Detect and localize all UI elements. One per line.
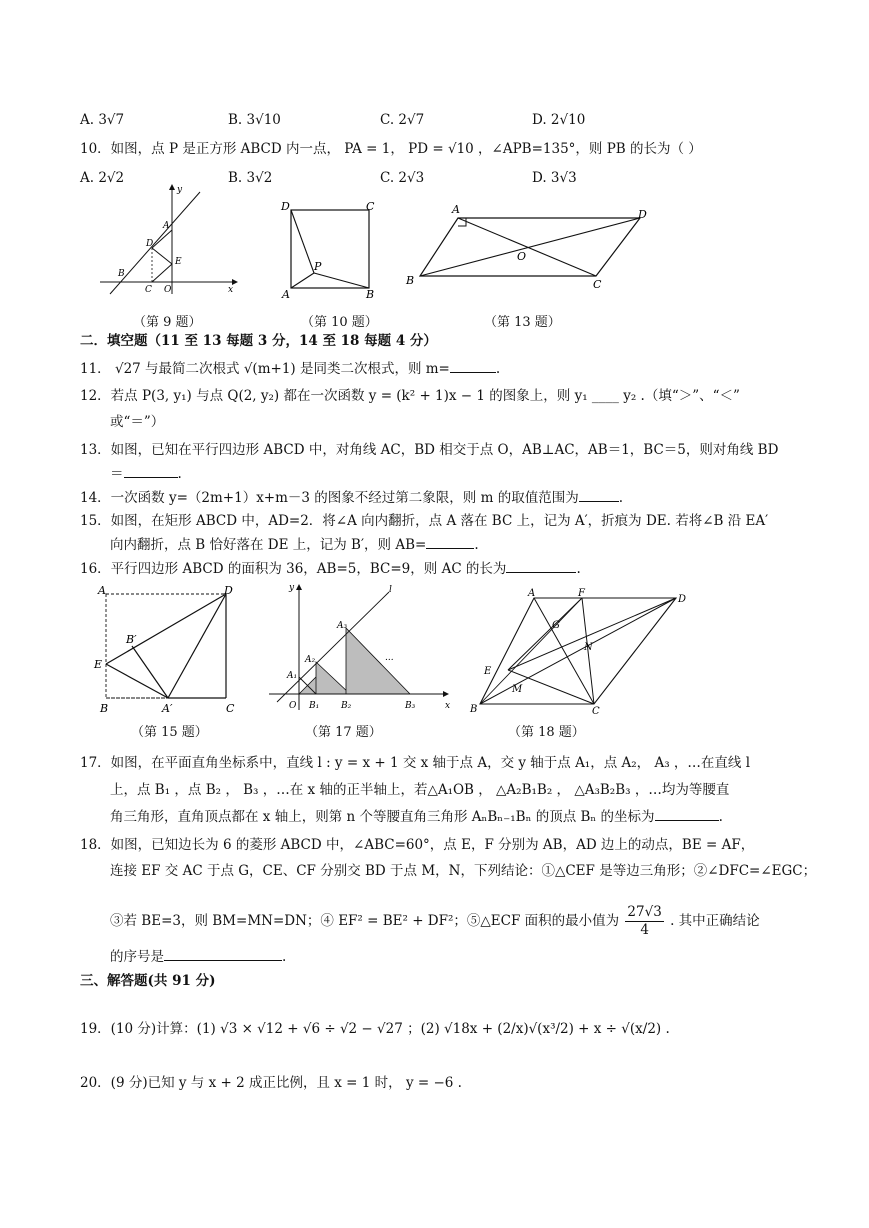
fig9-label-a: A xyxy=(163,221,170,231)
fig18-caption: （第 18 题） xyxy=(508,725,585,740)
fig15-label-d: D xyxy=(224,584,233,597)
q9-option-a: A. 3√7 xyxy=(80,112,125,128)
q14-blank[interactable] xyxy=(579,501,619,502)
fig13-label-o: O xyxy=(517,250,527,263)
fig15-label-e: E xyxy=(94,658,103,671)
fig15-caption: （第 15 题） xyxy=(131,725,208,740)
fig9-label-y: y xyxy=(177,185,183,195)
fig17-label-o: O xyxy=(289,701,297,711)
fig10-label-c: C xyxy=(366,200,375,213)
fig17-label-b2: B₂ xyxy=(341,701,352,711)
q17-stem: 角三角形，直角顶点都在 x 轴上，则第 n 个等腰直角三角形 AₙBₙ₋₁Bₙ 的顶点 Bₙ 的坐标为 xyxy=(110,809,655,825)
fig13-label-b: B xyxy=(406,274,415,287)
q15-stem: 向内翻折，点 B 恰好落在 DE 上，记为 B′，则 AB= xyxy=(110,537,427,553)
section-3-title: 三、解答题(共 91 分) xyxy=(80,973,216,989)
q18-stem: ③若 BE=3，则 BM=MN=DN；④ EF² = BE² + DF²；⑤△ECF 面积的最小值为 xyxy=(110,913,620,929)
figure-15 xyxy=(92,586,252,721)
fig9-caption: （第 9 题） xyxy=(133,315,202,330)
fig17-label-a1: A₁ xyxy=(287,671,298,681)
figure-9 xyxy=(100,182,240,302)
fig15-label-a-prime: A′ xyxy=(162,702,173,715)
q18-line4 xyxy=(110,948,286,966)
q20-text: 20．(9 分)已知 y 与 x + 2 成正比例，且 x = 1 时， y = −6 . xyxy=(80,1075,462,1091)
fig13-label-a: A xyxy=(452,203,460,216)
fig10-label-p: P xyxy=(314,260,322,273)
section-2-title: 二．填空题（11 至 13 每题 3 分，14 至 18 每题 4 分） xyxy=(80,333,437,349)
figure-13 xyxy=(400,198,660,298)
fig15-label-b-prime: B′ xyxy=(126,633,137,646)
fig10-label-a: A xyxy=(282,288,290,301)
q16-stem: 16．平行四边形 ABCD 的面积为 36，AB=5，BC=9，则 AC 的长为 xyxy=(80,561,507,577)
q13-blank[interactable] xyxy=(124,477,178,478)
fig18-label-g: G xyxy=(552,620,560,631)
q14-end: . xyxy=(618,490,623,506)
q18-fraction xyxy=(625,904,663,939)
q16-text xyxy=(80,560,581,578)
fig17-label-b1: B₁ xyxy=(309,701,320,711)
q10-option-c: C. 2√3 xyxy=(380,170,425,186)
fig15-label-c: C xyxy=(226,702,235,715)
fig18-label-e: E xyxy=(484,666,492,677)
q15-end: . xyxy=(474,537,479,553)
q9-option-d: D. 2√10 xyxy=(532,112,586,128)
fig17-label-a3: A₃ xyxy=(337,621,348,631)
fig18-label-f: F xyxy=(578,588,585,599)
q18-frac-num: 27√3 xyxy=(627,904,662,920)
q18-answer-label: 的序号是 xyxy=(110,949,164,965)
fig17-label-l: l xyxy=(389,585,392,595)
fig17-label-y: y xyxy=(289,583,295,593)
q18-line2: 连接 EF 交 AC 于点 G，CE、CF 分别交 BD 于点 M，N，下列结论：①△CEF 是等边三角形；②∠DFC=∠EGC； xyxy=(110,863,817,879)
q18-tail: . 其中正确结论 xyxy=(670,913,760,929)
q17-end: . xyxy=(718,809,723,825)
fig17-label-x: x xyxy=(445,701,451,711)
fig17-caption: （第 17 题） xyxy=(305,725,382,740)
figure-18 xyxy=(466,586,687,717)
fig17-label-dots: ... xyxy=(385,653,394,663)
q15-line1: 15．如图，在矩形 ABCD 中，AD=2．将∠A 向内翻折，点 A 落在 BC 上，记为 A′，折痕为 DE. 若将∠B 沿 EA′ xyxy=(80,513,769,529)
fig9-label-o: O xyxy=(164,285,172,295)
fig9-label-c: C xyxy=(145,285,152,295)
q18-line1: 18．如图，已知边长为 6 的菱形 ABCD 中，∠ABC=60°，点 E，F 分别为 AB，AD 边上的动点，BE = AF， xyxy=(80,837,755,853)
fig18-label-d: D xyxy=(678,594,687,605)
q18-frac-den: 4 xyxy=(640,922,649,938)
q11-blank[interactable] xyxy=(450,372,496,373)
q12-line1: 12．若点 P(3, y₁) 与点 Q(2, y₂) 都在一次函数 y = (k² + 1)x − 1 的图象上，则 y₁ ____ y₂ .（填“＞”、“＜” xyxy=(80,388,740,404)
fig17-label-a2: A₂ xyxy=(305,655,316,665)
q11-end: . xyxy=(495,361,501,377)
q10-text: 10．如图，点 P 是正方形 ABCD 内一点， PA = 1， PD = √10 ，∠APB=135°，则 PB 的长为（ ） xyxy=(80,141,702,157)
fig17-label-b3: B₃ xyxy=(405,701,416,711)
q14-text xyxy=(80,489,623,507)
fig18-label-m: M xyxy=(512,684,523,695)
q13-end: . xyxy=(177,466,182,482)
fig10-caption: （第 10 题） xyxy=(301,315,378,330)
q18-blank[interactable] xyxy=(164,960,282,961)
q19-text: 19．(10 分)计算：(1) √3 × √12 + √6 ÷ √2 − √27 ；(2) √18x + (2/x)√(x³/2) + x ÷ √(x/2) . xyxy=(80,1021,670,1037)
q13-eq: ＝ xyxy=(110,466,124,482)
fig10-label-b: B xyxy=(366,288,375,301)
q18-end: . xyxy=(282,949,287,965)
q16-blank[interactable] xyxy=(506,572,576,573)
fig15-label-b: B xyxy=(100,702,109,715)
q13-line2 xyxy=(110,465,182,483)
fig15-label-a: A xyxy=(98,584,106,597)
fig13-label-c: C xyxy=(593,278,602,291)
q17-line1: 17．如图，在平面直角坐标系中，直线 l : y = x + 1 交 x 轴于点 A，交 y 轴于点 A₁，点 A₂， A₃ ，…在直线 l xyxy=(80,755,751,771)
q17-line3 xyxy=(110,808,723,826)
figure-17 xyxy=(265,582,455,714)
fig9-label-x: x xyxy=(228,285,234,295)
q11-text xyxy=(80,360,500,378)
q10-option-d: D. 3√3 xyxy=(532,170,577,186)
q14-stem: 14．一次函数 y=（2m+1）x+m－3 的图象不经过第二象限，则 m 的取值范围为 xyxy=(80,490,579,506)
fig18-label-a: A xyxy=(528,588,536,599)
q16-end: . xyxy=(576,561,581,577)
q12-line2: 或“＝”） xyxy=(110,414,165,430)
fig18-label-b: B xyxy=(470,704,478,715)
fig18-label-n: N xyxy=(584,642,593,653)
fig13-label-d: D xyxy=(638,208,647,221)
q17-blank[interactable] xyxy=(655,820,719,821)
q11-stem: 11． √27 与最简二次根式 √(m+1) 是同类二次根式，则 m= xyxy=(80,361,450,377)
fig10-label-d: D xyxy=(281,200,290,213)
q9-option-b: B. 3√10 xyxy=(228,112,281,128)
q10-option-b: B. 3√2 xyxy=(228,170,273,186)
fig13-caption: （第 13 题） xyxy=(484,315,561,330)
q18-line3 xyxy=(110,904,760,939)
q13-line1: 13．如图，已知在平行四边形 ABCD 中，对角线 AC，BD 相交于点 O，AB⊥AC，AB＝1，BC＝5，则对角线 BD xyxy=(80,442,779,458)
q17-line2: 上，点 B₁ ，点 B₂ ， B₃ ，…在 x 轴的正半轴上，若△A₁OB ， △A₂B₁B₂ ， △A₃B₂B₃ ，…均为等腰直 xyxy=(110,782,730,798)
fig9-label-d: D xyxy=(146,239,154,249)
q9-option-c: C. 2√7 xyxy=(380,112,425,128)
q15-blank[interactable] xyxy=(426,548,474,549)
q15-line2 xyxy=(110,536,479,554)
figure-10 xyxy=(278,198,388,308)
fig9-label-e: E xyxy=(175,257,182,267)
fig9-label-b: B xyxy=(118,269,125,279)
q10-option-a: A. 2√2 xyxy=(80,170,125,186)
fig18-label-c: C xyxy=(592,706,600,717)
